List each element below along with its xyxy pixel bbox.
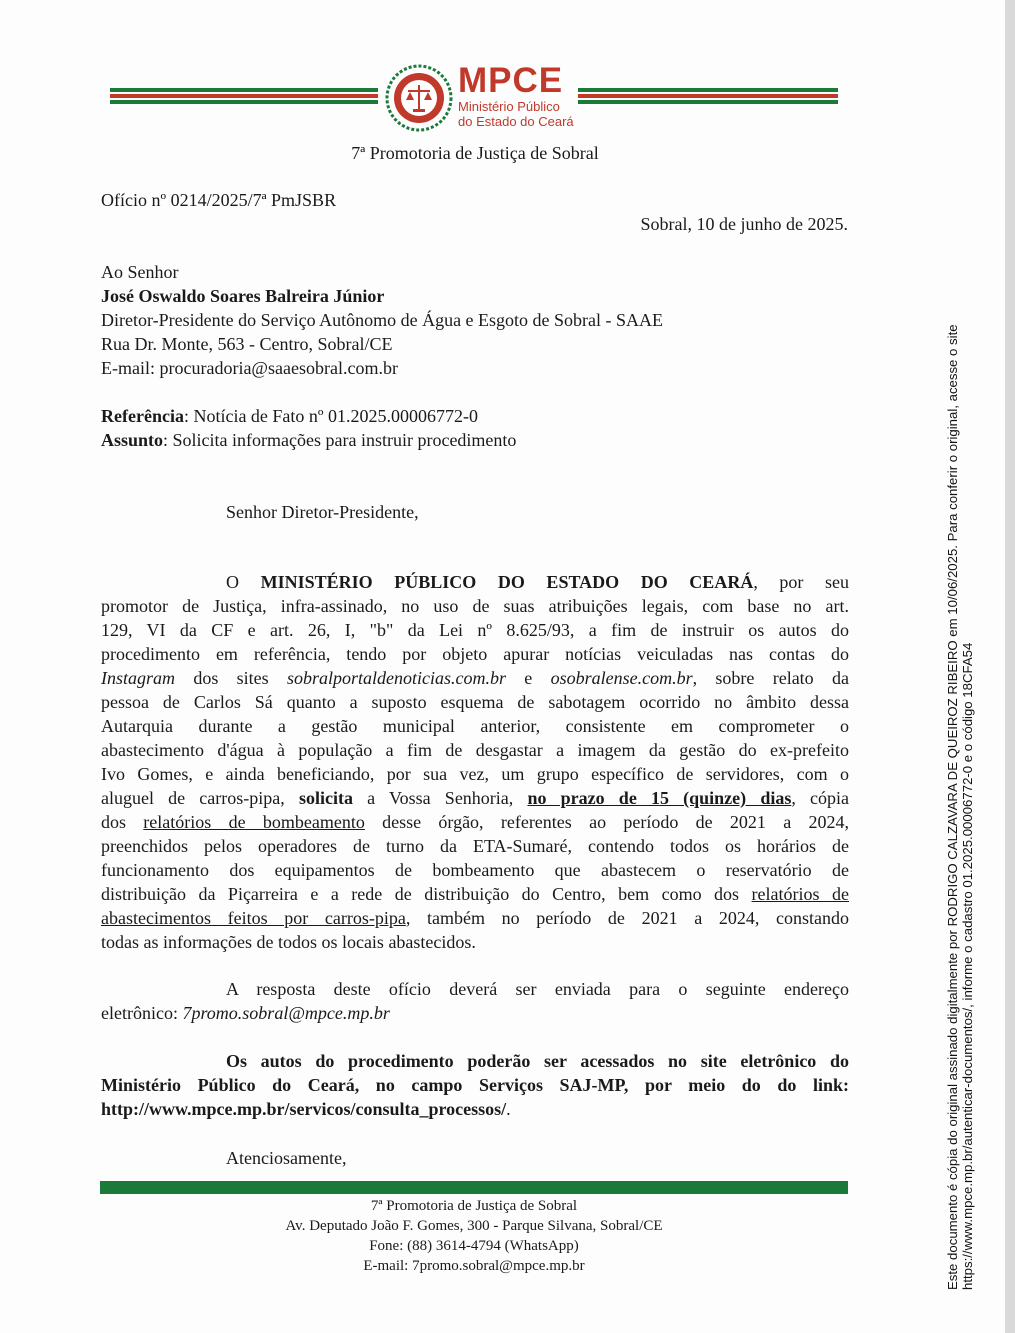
assunto-line xyxy=(101,428,516,452)
autos-line-1: Os autos do procedimento poderão ser acessados no site eletrônico do xyxy=(226,1051,849,1071)
footer-line-1: 7ª Promotoria de Justiça de Sobral xyxy=(370,1198,578,1214)
header-line-right-mid xyxy=(578,94,838,98)
digital-signature-stamp xyxy=(945,324,975,1290)
body-line-10 xyxy=(101,786,849,810)
footer-line-2: Av. Deputado João F. Gomes, 300 - Parque Silvana, Sobral/CE xyxy=(285,1218,663,1234)
footer-line-3: Fone: (88) 3614-4794 (WhatsApp) xyxy=(369,1238,579,1254)
autos-paragraph xyxy=(101,1049,849,1121)
header-line-right-top xyxy=(578,88,838,92)
footer-line-4: E-mail: 7promo.sobral@mpce.mp.br xyxy=(363,1258,585,1274)
body-line-11 xyxy=(101,810,849,834)
recipient-email: E-mail: procuradoria@saaesobral.com.br xyxy=(101,358,398,378)
mp-name: MINISTÉRIO PÚBLICO DO ESTADO DO CEARÁ xyxy=(260,572,754,592)
logo-title: MPCE xyxy=(458,61,564,100)
document-date: Sobral, 10 de junho de 2025. xyxy=(640,214,848,234)
body-line-14 xyxy=(101,882,849,906)
response-line-1: A resposta deste ofício deverá ser enviada para o seguinte endereço xyxy=(226,979,849,999)
recipient-address: Rua Dr. Monte, 563 - Centro, Sobral/CE xyxy=(101,334,393,354)
referencia-label: Referência xyxy=(101,406,184,426)
body-l5f: , sobre relato da xyxy=(692,668,849,688)
autos-period: . xyxy=(506,1099,511,1119)
body-l1c: , por seu xyxy=(753,572,849,592)
footer-bar xyxy=(100,1181,848,1194)
header-line-right-bot xyxy=(578,100,838,104)
logo-subtitle-2: do Estado do Ceará xyxy=(458,114,574,129)
body-line-13: funcionamento dos equipamentos de bombeamento que abastecem o reservatório de xyxy=(101,860,849,880)
referencia-value: : Notícia de Fato nº 01.2025.00006772-0 xyxy=(183,406,478,426)
response-paragraph xyxy=(101,977,849,1025)
body-l5a: Instagram xyxy=(101,668,176,688)
body-line-5 xyxy=(101,666,849,690)
promotoria-heading: 7ª Promotoria de Justiça de Sobral xyxy=(351,143,599,163)
body-line-12: preenchidos pelos operadores de turno da ETA-Sumaré, contendo todos os horários de xyxy=(101,836,849,856)
body-line-3: 129, VI da CF e art. 26, I, "b" da Lei nº 8.625/93, a fim de instruir os autos do xyxy=(101,620,849,640)
header-line-left-mid xyxy=(110,94,378,98)
body-l11a: dos xyxy=(101,812,144,832)
recipient-role: Diretor-Presidente do Serviço Autônomo de Água e Esgoto de Sobral - SAAE xyxy=(101,310,664,330)
body-l11c: desse órgão, referentes ao período de 2021 a 2024, xyxy=(364,812,849,832)
body-line-15 xyxy=(101,906,849,930)
stamp-line-1: Este documento é cópia do original assinado digitalmente por RODRIGO CALZAVARA DE QUEIROZ RIBEIRO em 10/06/2025. Para conferir o original, acesse o site xyxy=(945,324,960,1290)
oficio-number: Ofício nº 0214/2025/7ª PmJSBR xyxy=(101,190,337,210)
response-email: 7promo.sobral@mpce.mp.br xyxy=(182,1003,390,1023)
site-1: sobralportaldenoticias.com.br xyxy=(286,668,506,688)
assunto-label: Assunto xyxy=(101,430,164,450)
body-line-8: abastecimento d'água à população a fim de desgastar a imagem da gestão do ex-prefeito xyxy=(101,740,849,760)
body-l14a: distribuição da Piçarreira e a rede de distribuição do Centro, bem como dos xyxy=(101,884,752,904)
response-line-2 xyxy=(101,1001,849,1025)
assunto-value: : Solicita informações para instruir procedimento xyxy=(163,430,517,450)
solicita: solicita xyxy=(298,788,353,808)
logo-text xyxy=(458,63,574,129)
closing: Atenciosamente, xyxy=(226,1148,347,1168)
body-line-1 xyxy=(101,570,849,594)
deadline: no prazo de 15 (quinze) dias xyxy=(527,788,792,808)
relatorios-bombeamento: relatórios de bombeamento xyxy=(143,812,365,832)
recipient-name: José Oswaldo Soares Balreira Júnior xyxy=(101,286,385,306)
recipient-salutation: Ao Senhor xyxy=(101,262,179,282)
justice-seal-icon xyxy=(384,63,454,133)
autos-line-2: Ministério Público do Ceará, no campo Serviços SAJ-MP, por meio do do link: xyxy=(101,1075,849,1095)
referencia-line xyxy=(101,404,478,428)
body-l15b: , também no período de 2021 a 2024, constando xyxy=(405,908,849,928)
body-l5d: e xyxy=(505,668,551,688)
mpce-logo xyxy=(384,63,574,133)
body-line-16: todas as informações de todos os locais abastecidos. xyxy=(101,932,476,952)
header-line-left-bot xyxy=(110,100,378,104)
relatorios-de: relatórios de xyxy=(751,884,849,904)
body-l10c: a Vossa Senhoria, xyxy=(352,788,528,808)
body-l5b: dos sites xyxy=(175,668,287,688)
autos-link[interactable]: http://www.mpce.mp.br/servicos/consulta_processos/ xyxy=(101,1099,507,1119)
greeting: Senhor Diretor-Presidente, xyxy=(226,502,419,522)
body-line-9: Ivo Gomes, e ainda beneficiando, por sua vez, um grupo específico de servidores, com o xyxy=(101,764,849,784)
body-line-7: Autarquia durante a gestão municipal anterior, consistente em comprometer o xyxy=(101,716,849,736)
body-l10a: aluguel de carros-pipa, xyxy=(101,788,299,808)
body-l1a: O xyxy=(226,572,261,592)
header-line-left-top xyxy=(110,88,378,92)
site-2: osobralense.com.br xyxy=(550,668,693,688)
body-paragraph xyxy=(101,570,849,954)
response-l2a: eletrônico: xyxy=(101,1003,183,1023)
stamp-line-2: https://www.mpce.mp.br/autenticar-documentos/, informe o cadastro 01.2025.00006772-0 e o código 18CFA54 xyxy=(960,642,975,1290)
body-line-4: procedimento em referência, tendo por objeto apurar notícias veiculadas nas contas do xyxy=(101,644,849,664)
body-line-6: pessoa de Carlos Sá quanto a suposto esquema de sabotagem ocorrido no âmbito dessa xyxy=(101,692,849,712)
body-l10e: , cópia xyxy=(791,788,849,808)
page-edge xyxy=(1005,0,1015,1333)
abastecimentos-carros-pipa: abastecimentos feitos por carros-pipa xyxy=(101,908,406,928)
autos-line-3 xyxy=(101,1097,849,1121)
body-line-2: promotor de Justiça, infra-assinado, no uso de suas atribuições legais, com base no art. xyxy=(101,596,849,616)
logo-subtitle-1: Ministério Público xyxy=(458,99,560,114)
